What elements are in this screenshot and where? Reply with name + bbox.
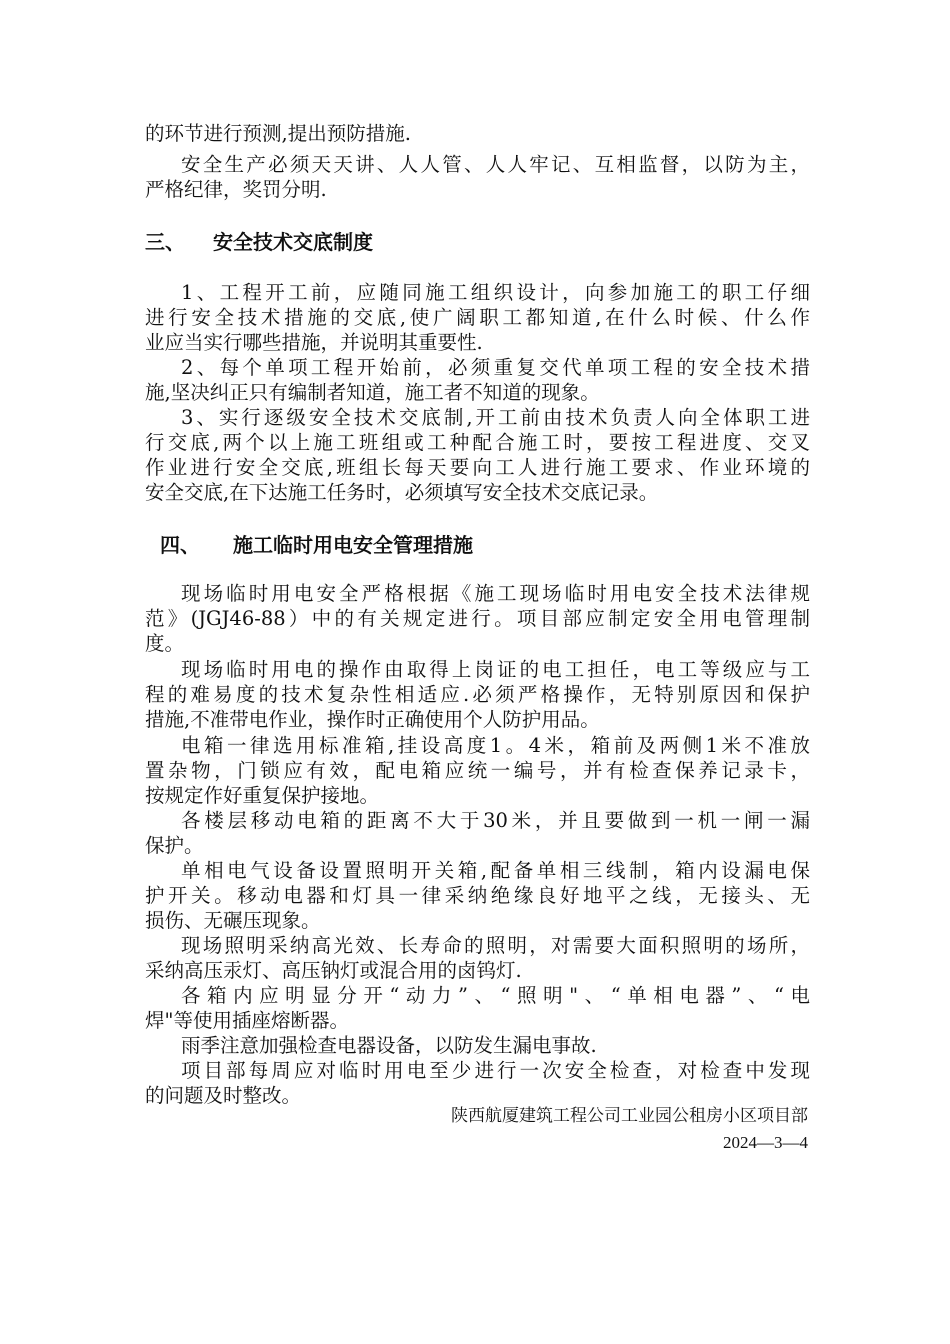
paragraph-line: 作业进行安全交底,班组长每天要向工人进行施工要求、作业环境的 (145, 456, 810, 479)
paragraph-line: 2、每个单项工程开始前，必须重复交代单项工程的安全技术措 (181, 356, 810, 379)
paragraph-line: 各箱内应明显分开“动力”、“照明"、“单相电器”、“电 (181, 984, 810, 1007)
footer-organization: 陕西航厦建筑工程公司工业园公租房小区项目部 (451, 1106, 808, 1125)
paragraph-line: 按规定作好重复保护接地。 (145, 784, 380, 807)
paragraph-line: 各楼层移动电箱的距离不大于30米，并且要做到一机一闸一漏 (181, 809, 810, 832)
paragraph-line: 置杂物，门锁应有效，配电箱应统一编号，并有检查保养记录卡， (145, 759, 810, 782)
paragraph-line: 范》(JGJ46-88）中的有关规定进行。项目部应制定安全用电管理制 (145, 607, 810, 630)
paragraph-line: 安全交底,在下达施工任务时，必须填写安全技术交底记录。 (145, 481, 659, 504)
paragraph-line: 损伤、无碾压现象。 (145, 909, 321, 932)
paragraph-line: 安全生产必须天天讲、人人管、人人牢记、互相监督，以防为主， (181, 153, 810, 176)
paragraph-line: 施,坚决纠正只有编制者知道，施工者不知道的现象。 (145, 381, 600, 404)
paragraph-line: 现场照明采纳高光效、长寿命的照明，对需要大面积照明的场所， (181, 934, 810, 957)
paragraph-line: 电箱一律选用标准箱,挂设高度1。4米，箱前及两侧1米不准放 (181, 734, 810, 757)
paragraph-line: 3、实行逐级安全技术交底制,开工前由技术负责人向全体职工进 (181, 406, 810, 429)
paragraph-line: 进行安全技术措施的交底,使广阔职工都知道,在什么时候、什么作 (145, 306, 810, 329)
paragraph-line: 现场临时用电安全严格根据《施工现场临时用电安全技术法律规 (181, 582, 810, 605)
paragraph-line: 保护。 (145, 834, 204, 857)
paragraph-line: 单相电气设备设置照明开关箱,配备单相三线制，箱内设漏电保 (181, 859, 810, 882)
paragraph-line: 1、工程开工前，应随同施工组织设计，向参加施工的职工仔细 (181, 281, 810, 304)
paragraph-line: 焊"等使用插座熔断器。 (145, 1009, 349, 1032)
paragraph-line: 行交底,两个以上施工班组或工种配合施工时，要按工程进度、交叉 (145, 431, 810, 454)
footer-date: 2024—3—4 (723, 1133, 808, 1152)
paragraph-line: 程的难易度的技术复杂性相适应.必须严格操作，无特别原因和保护 (145, 683, 810, 706)
paragraph-line: 现场临时用电的操作由取得上岗证的电工担任，电工等级应与工 (181, 658, 810, 681)
paragraph-line: 雨季注意加强检查电器设备，以防发生漏电事故. (181, 1034, 597, 1057)
paragraph-line: 护开关。移动电器和灯具一律采纳绝缘良好地平之线，无接头、无 (145, 884, 810, 907)
paragraph-line: 措施,不准带电作业，操作时正确使用个人防护用品。 (145, 708, 600, 731)
section-number: 三、 (145, 230, 185, 254)
paragraph-line: 严格纪律，奖罚分明. (145, 178, 327, 201)
section-title: 施工临时用电安全管理措施 (233, 533, 473, 557)
paragraph-line: 的环节进行预测,提出预防措施. (145, 122, 411, 145)
paragraph-line: 度。 (145, 632, 185, 655)
paragraph-line: 的问题及时整改。 (145, 1084, 302, 1107)
section-title: 安全技术交底制度 (213, 230, 373, 254)
paragraph-line: 项目部每周应对临时用电至少进行一次安全检查，对检查中发现 (181, 1059, 810, 1082)
paragraph-line: 采纳高压汞灯、高压钠灯或混合用的卤钨灯. (145, 959, 522, 982)
paragraph-line: 业应当实行哪些措施，并说明其重要性. (145, 331, 483, 354)
section-number: 四、 (160, 533, 200, 557)
